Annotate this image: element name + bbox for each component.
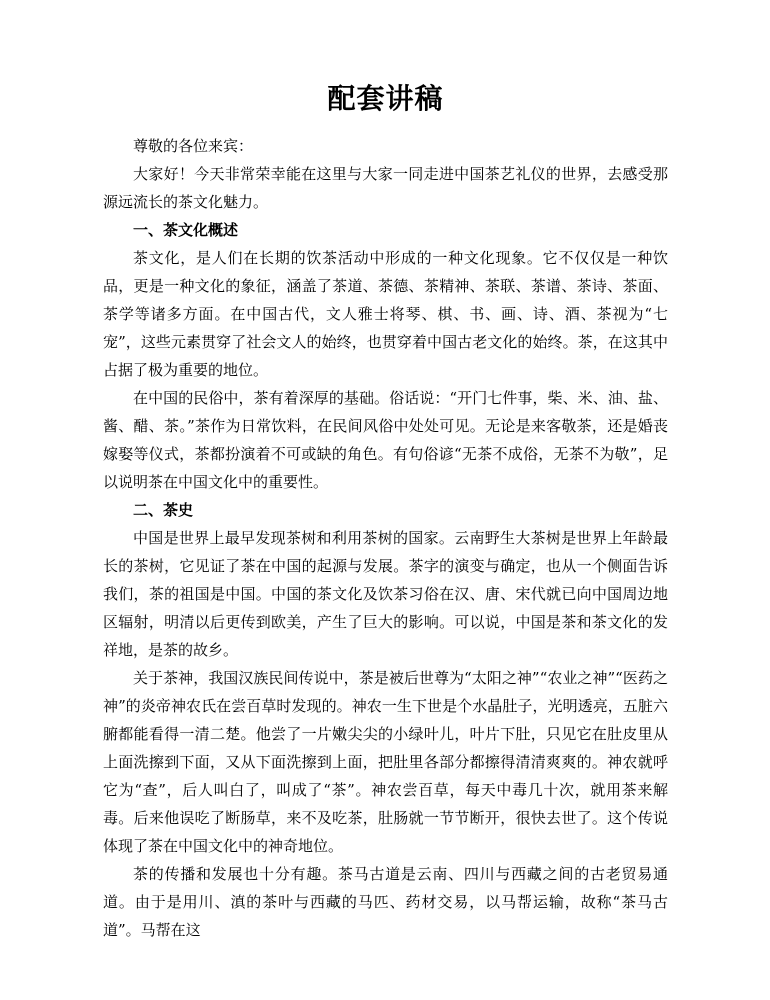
intro-paragraph: 大家好！今天非常荣幸能在这里与大家一同走进中国茶艺礼仪的世界，去感受那源远流长的茶文化魅力。 [103,165,668,211]
section-heading-2: 二、茶史 [133,501,194,519]
paragraph-tea-god-legend: 关于茶神，我国汉族民间传说中，茶是被后世尊为“太阳之神”“农业之神”“医药之神”的炎帝神农氏在尝百草时发现的。神农一生下世是个水晶肚子，光明透亮，五脏六腑都能看得一清二楚。他尝了一片嫩尖尖的小绿叶儿，叶片下肚，只见它在肚皮里从上面洗擦到下面，又从下面洗擦到上面，把肚里各部分都擦得清清爽爽的。神农就呼它为“查”，后人叫白了，叫成了“茶”。神农尝百草，每天中毒几十次，就用茶来解毒。后来他误吃了断肠草，来不及吃茶，肚肠就一节节断开，很快去世了。这个传说体现了茶在中国文化中的神奇地位。 [103,669,668,855]
paragraph-tea-folk-customs: 在中国的民俗中，茶有着深厚的基础。俗话说：“开门七件事，柴、米、油、盐、酱、醋、茶。”茶作为日常饮料，在民间风俗中处处可见。无论是来客敬茶，还是婚丧嫁娶等仪式，茶都扮演着不可或缺的角色。有句俗谚“无茶不成俗，无茶不为敬”，足以说明茶在中国文化中的重要性。 [103,389,668,491]
document-title: 配套讲稿 [327,82,444,115]
paragraph-tea-horse-road: 茶的传播和发展也十分有趣。茶马古道是云南、四川与西藏之间的古老贸易通道。由于是用川、滇的茶叶与西藏的马匹、药材交易，以马帮运输，故称“茶马古道”。马帮在这 [103,865,668,939]
paragraph-tea-culture-overview: 茶文化，是人们在长期的饮茶活动中形成的一种文化现象。它不仅仅是一种饮品，更是一种文化的象征，涵盖了茶道、茶德、茶精神、茶联、茶谱、茶诗、茶面、茶学等诸多方面。在中国古代，文人雅士将琴、棋、书、画、诗、酒、茶视为“七宠”，这些元素贯穿了社会文人的始终，也贯穿着中国古老文化的始终。茶，在这其中占据了极为重要的地位。 [103,249,668,379]
salutation-line: 尊敬的各位来宾： [133,137,254,155]
section-heading-1: 一、茶文化概述 [133,221,239,239]
paragraph-tea-history-origin: 中国是世界上最早发现茶树和利用茶树的国家。云南野生大茶树是世界上年龄最长的茶树，它见证了茶在中国的起源与发展。茶字的演变与确定，也从一个侧面告诉我们，茶的祖国是中国。中国的茶文化及饮茶习俗在汉、唐、宋代就已向中国周边地区辐射，明清以后更传到欧美，产生了巨大的影响。可以说，中国是茶和茶文化的发祥地，是茶的故乡。 [103,529,668,659]
